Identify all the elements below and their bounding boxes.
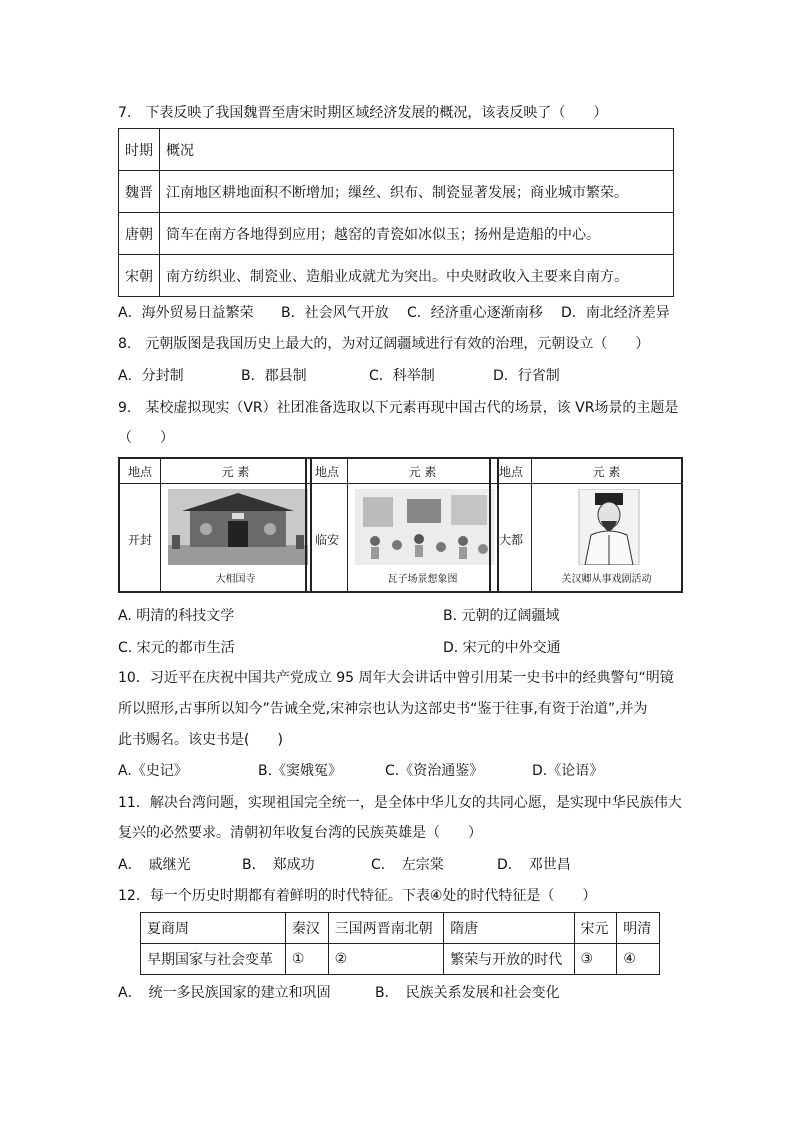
panel-col1-label: 地点: [127, 465, 152, 479]
table-row: [119, 213, 674, 255]
table-row: [119, 129, 674, 171]
q12-cell: ③: [574, 944, 617, 975]
q11-stem-line1: 11．解决台湾问题，实现祖国完全统一，是全体中华儿女的共同心愿，是实现中华民族伟大: [118, 795, 682, 811]
q7-row-overview: 南方纺织业、制瓷业、造船业成就尤为突出。中央财政收入主要来自南方。: [160, 255, 674, 297]
q7-option-a: A．海外贸易日益繁荣: [118, 305, 254, 321]
q10-option-c: C.《资治通鉴》: [385, 763, 484, 779]
q12-header: 秦汉: [285, 913, 328, 944]
q12-cell: ④: [617, 944, 660, 975]
q9-panel-dadu: [489, 457, 683, 593]
q7-option-c: C．经济重心逐渐南移: [407, 305, 543, 321]
q9-stem-line2: （ ）: [118, 430, 174, 446]
panel-col2-label: 元 素: [592, 465, 621, 479]
panel-caption: 关汉卿从事戏剧活动: [561, 574, 652, 585]
q9-option-b: B. 元朝的辽阔疆域: [443, 608, 560, 624]
q10-option-a: A.《史记》: [118, 763, 188, 779]
q7-row-period: 宋朝: [119, 255, 160, 297]
q10-stem-line2: 所以照形,古事所以知今”告诫全党,宋神宗也认为这部史书“鉴于往事,有资于治道”,并为: [118, 701, 648, 717]
q12-table: [140, 912, 660, 975]
q12-cell: 繁荣与开放的时代: [444, 944, 574, 975]
q10-option-d: D.《论语》: [532, 763, 604, 779]
q10-stem-line3: 此书赐名。该史书是( ): [118, 732, 283, 748]
panel-caption: 瓦子场景想象图: [387, 574, 458, 585]
temple-image: [168, 489, 308, 565]
q11-option-a: A． 戚继光: [118, 857, 191, 873]
q8-option-a: A．分封制: [118, 368, 184, 384]
q7-row-overview: 江南地区耕地面积不断增加；缫丝、织布、制瓷显著发展；商业城市繁荣。: [160, 171, 674, 213]
q7-row-period: 唐朝: [119, 213, 160, 255]
q11-stem-line2: 复兴的必然要求。清朝初年收复台湾的民族英雄是（ ）: [118, 825, 482, 841]
q8-option-b: B．郡县制: [241, 368, 307, 384]
q9-panel-linan: [305, 457, 499, 593]
q12-header: 三国两晋南北朝: [328, 913, 444, 944]
table-row: [141, 913, 660, 944]
q7-row-overview: 筒车在南方各地得到应用；越窑的青瓷如冰似玉；扬州是造船的中心。: [160, 213, 674, 255]
q7-header-period: 时期: [119, 129, 160, 171]
q12-cell: ①: [285, 944, 328, 975]
q9-option-d: D. 宋元的中外交通: [443, 640, 561, 656]
q11-option-b: B． 郑成功: [242, 857, 315, 873]
q7-stem: 7. 下表反映了我国魏晋至唐宋时期区域经济发展的概况，该表反映了（ ）: [118, 105, 608, 121]
panel-col1-label: 地点: [498, 465, 523, 479]
q9-panel-kaifeng: [118, 457, 312, 593]
panel-caption: 大相国寺: [215, 574, 256, 585]
q10-stem-line1: 10．习近平在庆祝中国共产党成立 95 周年大会讲话中曾引用某一史书中的经典警句“明镜: [118, 670, 674, 686]
q11-option-d: D． 邓世昌: [497, 857, 571, 873]
q8-stem: 8. 元朝版图是我国历史上最大的，为对辽阔疆域进行有效的治理，元朝设立（ ）: [118, 336, 650, 352]
q12-header: 宋元: [574, 913, 617, 944]
q12-cell: ②: [328, 944, 444, 975]
q10-option-b: B.《窦娥冤》: [258, 763, 343, 779]
q12-header: 明清: [617, 913, 660, 944]
panel-col2-label: 元 素: [221, 465, 250, 479]
panel-place: 临安: [314, 533, 339, 547]
q7-option-b: B．社会风气开放: [281, 305, 389, 321]
q12-header: 隋唐: [444, 913, 574, 944]
q7-header-overview: 概况: [160, 129, 674, 171]
q9-option-a: A. 明清的科技文学: [118, 608, 235, 624]
table-row: [119, 171, 674, 213]
table-row: [141, 944, 660, 975]
q7-option-d: D．南北经济差异: [561, 305, 670, 321]
q11-option-c: C． 左宗棠: [371, 857, 444, 873]
q7-row-period: 魏晋: [119, 171, 160, 213]
panel-place: 大都: [498, 533, 523, 547]
guan-hanqing-portrait: [539, 489, 679, 565]
table-row: [119, 255, 674, 297]
q12-option-a: A． 统一多民族国家的建立和巩固: [118, 985, 331, 1001]
panel-col1-label: 地点: [314, 465, 339, 479]
q12-cell: 早期国家与社会变革: [141, 944, 286, 975]
q9-option-c: C. 宋元的都市生活: [118, 640, 235, 656]
q12-stem: 12．每一个历史时期都有着鲜明的时代特征。下表④处的时代特征是（ ）: [118, 888, 597, 904]
q8-option-c: C．科举制: [369, 368, 435, 384]
q12-option-b: B． 民族关系发展和社会变化: [375, 985, 560, 1001]
panel-col2-label: 元 素: [408, 465, 437, 479]
panel-place: 开封: [127, 533, 152, 547]
q8-option-d: D．行省制: [493, 368, 560, 384]
q9-stem-line1: 9. 某校虚拟现实（VR）社团准备选取以下元素再现中国古代的场景，该 VR场景的主题是: [118, 400, 679, 416]
q7-table: [118, 128, 674, 297]
q12-header: 夏商周: [141, 913, 286, 944]
wazi-scene-image: [355, 489, 495, 565]
